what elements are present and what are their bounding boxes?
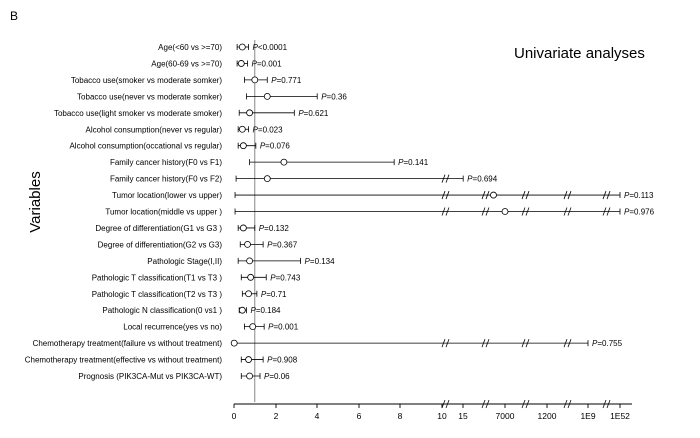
p-value-label	[259, 224, 290, 233]
p-value: =0.976	[629, 207, 655, 217]
row-label: Pathologic T classification(T1 vs T3 )	[91, 273, 222, 283]
point-estimate	[246, 291, 252, 297]
p-symbol: P	[467, 174, 473, 184]
row-label: Pathologic N classification(0 vs1 )	[102, 306, 222, 316]
p-value-label	[268, 323, 299, 332]
point-estimate	[502, 209, 508, 215]
row-label: Chemotherapy treatment(effective vs without treatment)	[24, 355, 222, 365]
row-label: Prognosis (PIK3CA-Mut vs PIK3CA-WT)	[78, 372, 222, 381]
p-value-label	[253, 125, 284, 134]
p-symbol: P	[624, 191, 630, 201]
p-symbol: P	[251, 59, 257, 69]
row-label: Pathologic T classification(T2 vs T3 )	[91, 289, 222, 299]
point-estimate	[239, 44, 245, 50]
p-value-label	[271, 76, 302, 85]
p-symbol: P	[271, 75, 277, 85]
p-value-label	[261, 290, 287, 299]
point-estimate	[264, 176, 270, 182]
p-value-label	[264, 372, 290, 381]
point-estimate	[240, 225, 246, 231]
point-estimate	[281, 159, 287, 165]
p-symbol: P	[252, 43, 258, 52]
p-value: =0.132	[264, 223, 289, 233]
point-estimate	[250, 324, 256, 330]
point-estimate	[247, 110, 253, 116]
panel-label: B	[10, 9, 19, 23]
row-label: Degree of differentiation(G2 vs G3)	[97, 240, 222, 250]
p-value: =0.36	[326, 92, 347, 102]
x-tick-label: 0	[231, 411, 237, 421]
x-tick-label: 2	[273, 411, 279, 421]
p-value: =0.755	[597, 339, 623, 349]
p-value: =0.134	[309, 256, 335, 266]
p-symbol: P	[298, 108, 304, 118]
row-label: Tumor location(lower vs upper)	[112, 191, 222, 201]
x-tick-label: 1E52	[610, 411, 630, 421]
point-estimate	[490, 192, 496, 198]
row-label: Local recurrence(yes vs no)	[123, 322, 222, 332]
p-value-label	[624, 208, 655, 217]
row-label: Chemotherapy treatment(failure vs without treatment)	[32, 339, 222, 349]
row-label: Tumor location(middle vs upper )	[105, 207, 222, 217]
p-value: =0.367	[272, 240, 298, 250]
p-value: =0.184	[255, 306, 281, 316]
p-symbol: P	[267, 240, 273, 250]
p-value: =0.023	[257, 125, 283, 135]
p-value: =0.621	[303, 108, 329, 118]
x-tick-label: 1E9	[580, 411, 596, 421]
row-label: Family cancer history(F0 vs F1)	[109, 158, 222, 168]
p-value: =0.908	[272, 355, 298, 365]
p-value: =0.743	[275, 273, 301, 283]
p-value-label	[270, 273, 301, 282]
point-estimate	[239, 126, 245, 132]
row-label: Degree of differentiation(G1 vs G3 )	[95, 223, 222, 233]
point-estimate	[246, 357, 252, 363]
p-value-label	[305, 257, 336, 266]
y-axis-label: Variables	[27, 171, 44, 233]
p-symbol: P	[252, 125, 258, 135]
p-symbol: P	[398, 158, 404, 168]
point-estimate	[264, 93, 270, 99]
x-tick-label: 8	[397, 411, 403, 421]
point-estimate	[252, 77, 258, 83]
p-symbol: P	[592, 339, 598, 349]
p-value: =0.001	[273, 322, 299, 332]
p-value-label	[253, 43, 288, 52]
p-value-label	[252, 59, 283, 68]
p-value: =0.694	[472, 174, 498, 184]
x-tick-label: 15	[458, 411, 468, 421]
p-value: =0.06	[269, 372, 290, 381]
row-label: Age(<60 vs >=70)	[158, 43, 222, 52]
p-symbol: P	[259, 141, 266, 151]
p-value-label	[267, 356, 298, 365]
point-estimate	[239, 307, 245, 313]
p-value-label	[267, 240, 298, 249]
p-value: =0.076	[265, 141, 290, 151]
p-symbol: P	[250, 306, 256, 316]
p-symbol: P	[260, 289, 267, 299]
x-tick-label: 7000	[495, 411, 515, 421]
p-value-label	[624, 191, 654, 200]
row-label: Alcohol consumption(occational vs regular)	[69, 141, 222, 151]
chart-title: Univariate analyses	[514, 45, 645, 62]
point-estimate	[240, 143, 246, 149]
p-value-label	[592, 339, 623, 348]
x-tick-label: 1200	[537, 411, 557, 421]
p-symbol: P	[624, 207, 630, 217]
point-estimate	[247, 373, 253, 379]
p-value-label	[467, 175, 498, 184]
point-estimate	[247, 258, 253, 264]
p-value-label	[260, 142, 291, 151]
p-symbol: P	[267, 355, 273, 365]
p-value: =0.771	[276, 75, 302, 85]
row-label: Tobacco use(never vs moderate somker)	[77, 92, 222, 102]
p-symbol: P	[258, 223, 265, 233]
point-estimate	[231, 340, 237, 346]
row-label: Alcohol consumption(never vs regular)	[85, 125, 222, 135]
p-value: =0.113	[629, 191, 654, 201]
x-tick-label: 4	[314, 411, 320, 421]
p-value: =0.141	[403, 158, 429, 168]
p-value: =0.71	[266, 289, 287, 299]
p-symbol: P	[321, 92, 327, 102]
p-symbol: P	[264, 372, 270, 381]
p-value-label	[298, 109, 329, 118]
row-label: Tobacco use(light smoker vs moderate smoker)	[53, 108, 222, 118]
p-value: =0.001	[256, 59, 282, 69]
p-symbol: P	[304, 256, 310, 266]
point-estimate	[248, 274, 254, 280]
row-label: Family cancer history(F0 vs F2)	[109, 174, 222, 184]
p-value-label	[398, 158, 429, 167]
p-value-label	[321, 92, 347, 101]
point-estimate	[238, 60, 244, 66]
p-value: <0.0001	[257, 43, 288, 52]
plot-area	[25, 40, 655, 421]
x-tick-label: 6	[356, 411, 362, 421]
row-label: Tobacco use(smoker vs moderate somker)	[70, 75, 222, 85]
row-label: Age(60-69 vs >=70)	[151, 59, 222, 69]
x-tick-label: 10	[437, 411, 447, 421]
point-estimate	[245, 241, 251, 247]
p-symbol: P	[268, 322, 274, 332]
p-symbol: P	[270, 273, 276, 283]
p-value-label	[250, 306, 281, 315]
row-label: Pathologic Stage(I,II)	[147, 256, 222, 266]
